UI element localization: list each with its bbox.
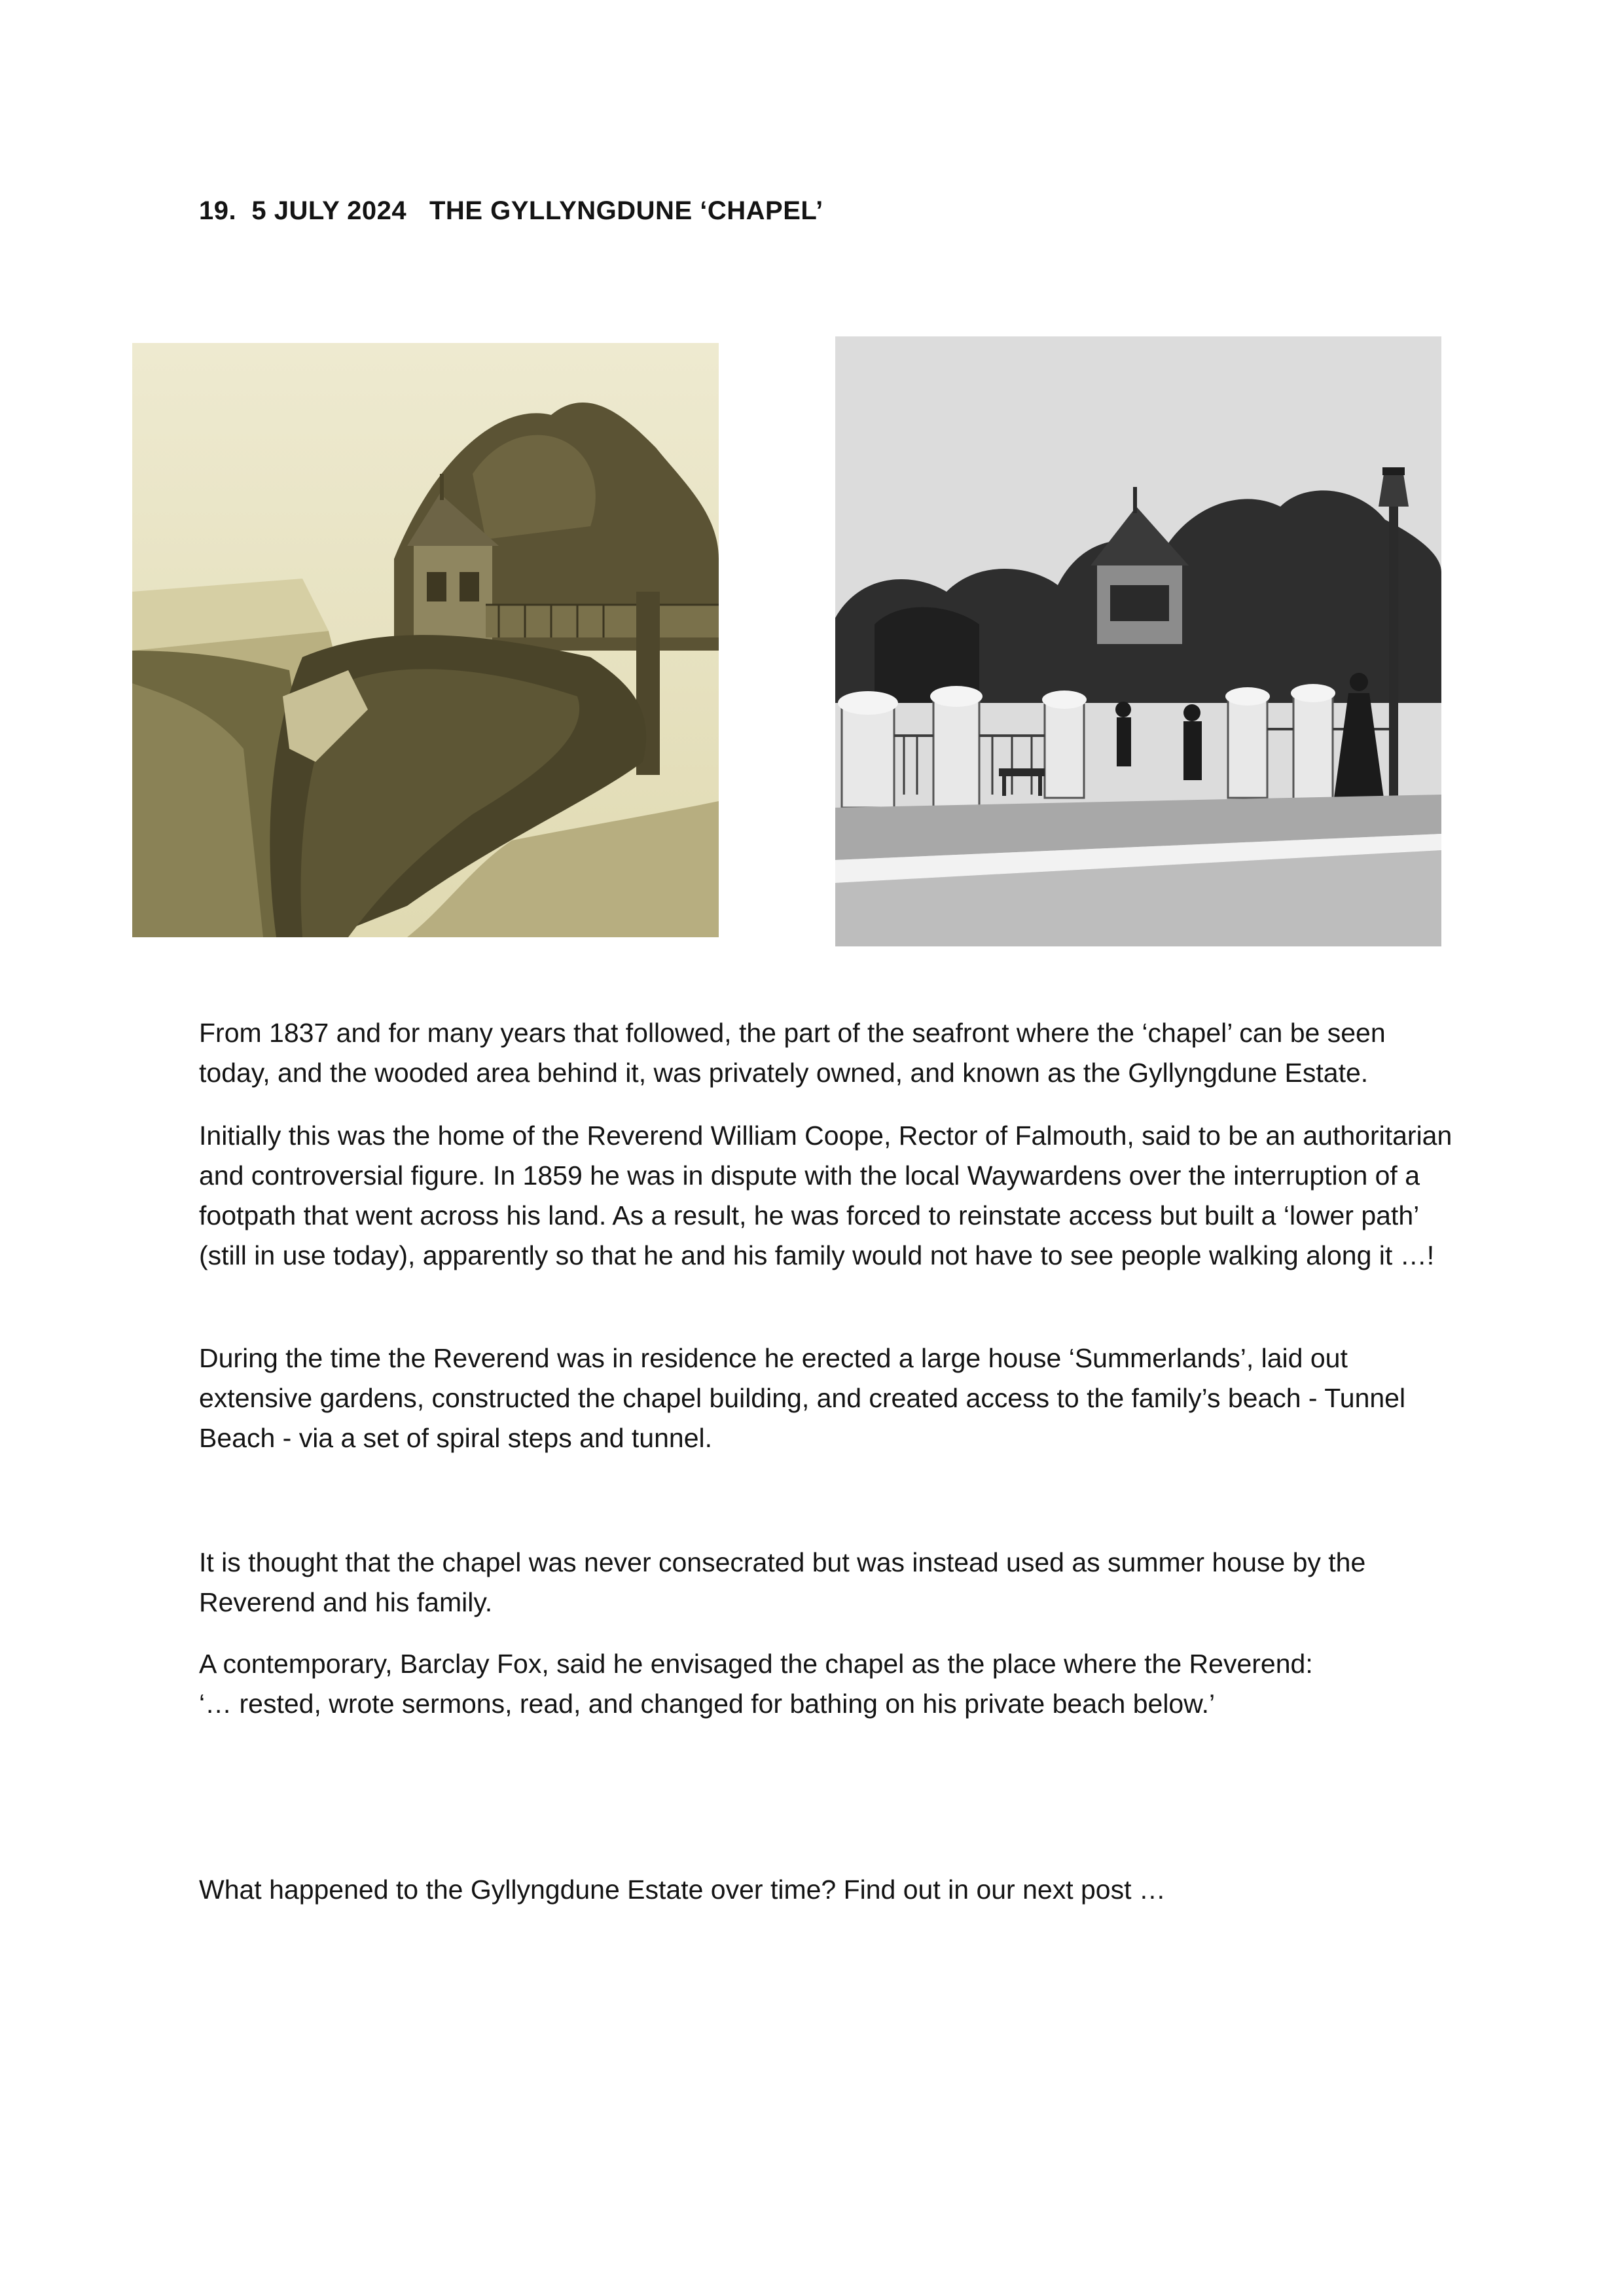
post-number: 19. [199,196,237,225]
paragraph-3: During the time the Reverend was in residence he erected a large house ‘Summerlands’, laid out extensive gardens, constructed the chapel building, and created access to the family’s beach - Tunnel Beach - via a set of spiral steps and tunnel. [199,1343,1406,1453]
paragraph-summerlands [199,1338,1456,1458]
chapel-gateway-photo [835,336,1441,946]
paragraph-consecration [199,1543,1456,1623]
paragraph-5: A contemporary, Barclay Fox, said he envisaged the chapel as the place where the Reverend: [199,1649,1313,1679]
chapel-cliff-image [132,343,719,937]
post-heading [199,196,823,226]
post-date: 5 JULY 2024 [251,196,407,225]
paragraph-1: From 1837 and for many years that followed, the part of the seafront where the ‘chapel’ can be seen today, and the wooded area behind it, was privately owned, and known as the Gyllyngdune Estate. [199,1018,1386,1088]
post-title: THE GYLLYNGDUNE ‘CHAPEL’ [429,196,823,225]
paragraph-coope [199,1116,1456,1276]
chapel-gateway-image [835,336,1441,946]
paragraph-7: What happened to the Gyllyngdune Estate over time? Find out in our next post … [199,1874,1166,1905]
paragraph-next-post [199,1870,1456,1910]
chapel-cliff-photo [132,343,719,937]
paragraph-intro [199,1013,1456,1093]
paragraph-4: It is thought that the chapel was never consecrated but was instead used as summer house by the Reverend and his family. [199,1547,1366,1617]
paragraph-barclay-fox [199,1644,1456,1724]
paragraph-2: Initially this was the home of the Reverend William Coope, Rector of Falmouth, said to be an authoritarian and controversial figure. In 1859 he was in dispute with the local Waywardens over the interruption of a footpath that went across his land. As a result, he was forced to reinstate access but built a ‘lower path’ (still in use today), apparently so that he and his family would not have to see people walking along it …! [199,1121,1453,1270]
quote-barclay-fox: ‘… rested, wrote sermons, read, and changed for bathing on his private beach below.’ [199,1689,1216,1719]
